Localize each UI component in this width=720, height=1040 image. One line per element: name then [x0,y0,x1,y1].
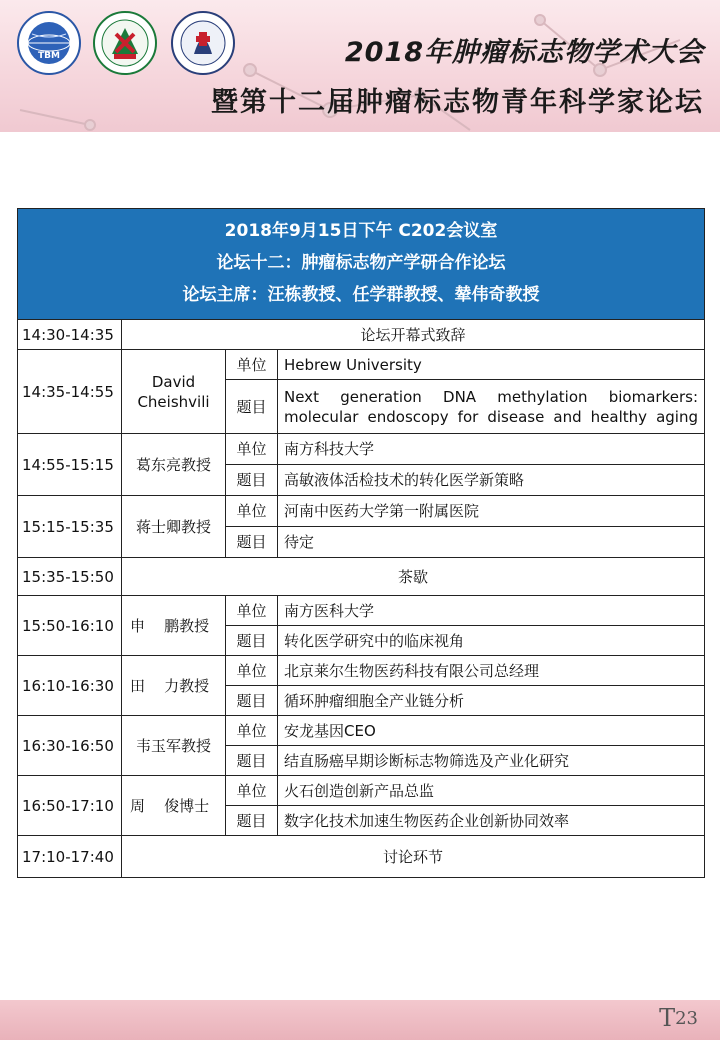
forum-title: 论坛十二：肿瘤标志物产学研合作论坛 [216,253,506,273]
speaker-unit: Hebrew University [278,350,705,380]
table-row [18,350,705,380]
unit-label: 单位 [226,596,278,626]
unit-label: 单位 [226,716,278,746]
svg-text:TBM: TBM [38,51,60,61]
china-anti-cancer-association-logo [170,10,236,76]
table-row [18,716,705,746]
topic-label: 题目 [226,626,278,656]
agenda-item: 茶歇 [122,558,705,596]
time-slot: 14:30-14:35 [18,320,122,350]
speaker-unit: 火石创造创新产品总监 [278,776,705,806]
footer-band [0,1000,720,1040]
forum-chairs: 论坛主席：汪栋教授、任学群教授、辇伟奇教授 [182,285,540,305]
page-mark: T [659,1004,676,1032]
tbm-logo [16,10,82,76]
page-number [659,1002,698,1030]
table-row [18,558,705,596]
time-slot: 15:15-15:35 [18,496,122,558]
table-row [18,320,705,350]
speaker-name: David Cheishvili [122,350,226,434]
time-slot: 16:30-16:50 [18,716,122,776]
time-slot: 15:50-16:10 [18,596,122,656]
time-slot: 16:50-17:10 [18,776,122,836]
speaker-name: 葛东亮教授 [122,434,226,496]
time-slot: 16:10-16:30 [18,656,122,716]
talk-topic: 转化医学研究中的临床视角 [278,626,705,656]
topic-label: 题目 [226,686,278,716]
speaker-name: 韦玉军教授 [122,716,226,776]
talk-topic: 高敏液体活检技术的转化医学新策略 [278,465,705,496]
table-row [18,596,705,626]
speaker-name: 田 力教授 [122,656,226,716]
session-date-room: 2018年9月15日下午 C202会议室 [224,221,498,241]
agenda-item: 讨论环节 [122,836,705,878]
time-slot: 15:35-15:50 [18,558,122,596]
table-row [18,496,705,527]
table-row [18,836,705,878]
unit-label: 单位 [226,350,278,380]
talk-topic: Next generation DNA methylation biomarkers: molecular endoscopy for disease and healthy aging [278,380,705,434]
banner-title-line1: 2018年肿瘤标志物学术大会 [344,37,704,68]
topic-label: 题目 [226,746,278,776]
table-row [18,776,705,806]
speaker-unit: 南方科技大学 [278,434,705,465]
topic-label: 题目 [226,465,278,496]
unit-label: 单位 [226,776,278,806]
talk-topic: 结直肠癌早期诊断标志物筛选及产业化研究 [278,746,705,776]
speaker-name: 申 鹏教授 [122,596,226,656]
unit-label: 单位 [226,656,278,686]
schedule-table [17,208,705,878]
banner [0,0,720,132]
speaker-name: 蒋士卿教授 [122,496,226,558]
table-row [18,434,705,465]
talk-topic: 数字化技术加速生物医药企业创新协同效率 [278,806,705,836]
speaker-unit: 安龙基因CEO [278,716,705,746]
talk-topic: 循环肿瘤细胞全产业链分析 [278,686,705,716]
time-slot: 17:10-17:40 [18,836,122,878]
speaker-name: 周 俊博士 [122,776,226,836]
agenda-item: 论坛开幕式致辞 [122,320,705,350]
topic-label: 题目 [226,806,278,836]
banner-title-line2: 暨第十二届肿瘤标志物青年科学家论坛 [211,87,704,118]
unit-label: 单位 [226,496,278,527]
time-slot: 14:35-14:55 [18,350,122,434]
schedule-header [18,209,705,320]
time-slot: 14:55-15:15 [18,434,122,496]
speaker-unit: 南方医科大学 [278,596,705,626]
unit-label: 单位 [226,434,278,465]
topic-label: 题目 [226,380,278,434]
table-row [18,656,705,686]
speaker-unit: 北京莱尔生物医药科技有限公司总经理 [278,656,705,686]
zhengzhou-university-logo [92,10,158,76]
talk-topic: 待定 [278,527,705,558]
topic-label: 题目 [226,527,278,558]
speaker-unit: 河南中医药大学第一附属医院 [278,496,705,527]
page-number-value: 23 [675,1008,698,1029]
